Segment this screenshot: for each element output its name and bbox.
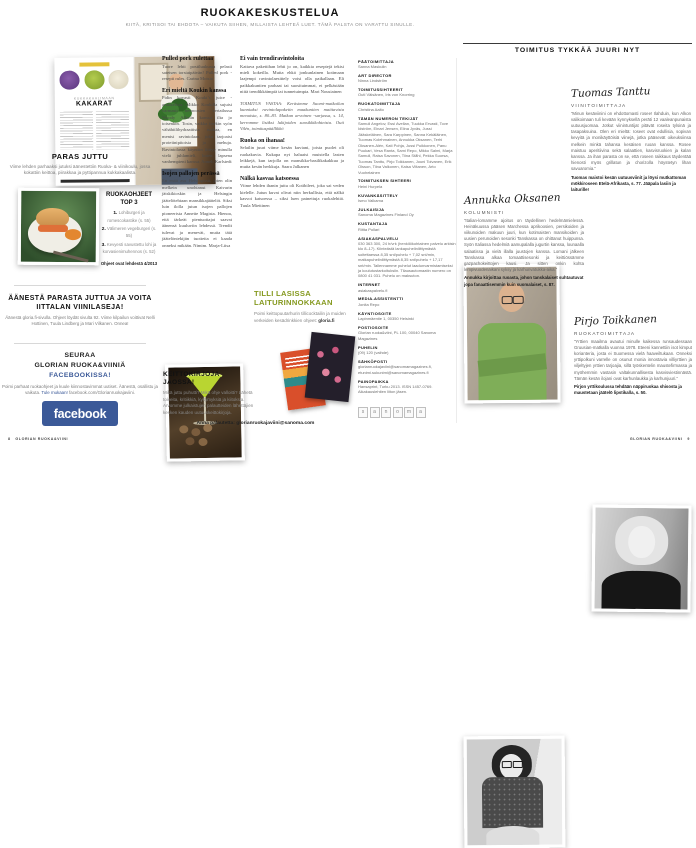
page-gutter-rule bbox=[456, 58, 457, 423]
letter-title: Nälkä kasvaa katsoessa bbox=[240, 175, 299, 182]
letter-title: Ei vain trendiravintoloita bbox=[240, 56, 305, 62]
masthead-label: MEDIA-ASSISTENTTI bbox=[358, 296, 404, 302]
masthead-label: PUHELIN bbox=[358, 344, 378, 350]
masthead-label: TÄMÄN NUMERON TEKIJÄT bbox=[358, 115, 419, 121]
purple-cauliflower-image bbox=[59, 70, 79, 89]
masthead-value: asiakaspalvelu.fi bbox=[358, 287, 388, 293]
masthead-value: Ninna Lindström bbox=[358, 78, 388, 84]
masthead-value: 030 363 300, 24 h/vrk (henkilökohtainen palvelu arkisin klo 8–17). Kiinteästä lankapuhelinliittymästä soitettaessa 8,35 snt/puhelu + 7,02 snt/min, matkapuhelinliittymästä 8,35 snt/puhelu + 17,17 snt/min. Tallennamme puhelut laadunvarmistamiseksi ja koulutustarkoituksiin. Tilausautomaatin numero on 0800 41 031. Puhelu on maksuton. bbox=[358, 240, 456, 279]
editor-signature: Annukka Oksanen bbox=[463, 191, 561, 207]
masthead-value: glorianruokajaviini@sanomamagazines.fi, etunimi.sukunimi@sanomamagazines.fi bbox=[358, 364, 432, 375]
top3-text: Välimeren vegeburgeri (s. 55) bbox=[107, 225, 157, 239]
top3-text: Kevyesti savustettu lohi ja korvasienimuhennos (s. 52) bbox=[102, 241, 157, 255]
romanesco-image bbox=[84, 70, 104, 89]
top3-note: Ohjeet ovat lehdestä 4/2013 bbox=[100, 260, 158, 266]
vote-title: ÄÄNESTÄ PARASTA JUTTUA JA VOITA IITTALAN VIINILASEJA! bbox=[8, 295, 152, 312]
masthead-value: Sanoma Magazines Finland Oy bbox=[358, 212, 414, 218]
top3-rank: 1. bbox=[113, 211, 118, 217]
potatoes bbox=[179, 425, 188, 433]
masthead-label: TOIMITUSSIHTEERIT bbox=[358, 87, 404, 93]
text-placeholder bbox=[96, 111, 129, 149]
editor-signature: Pirjo Toikkanen bbox=[573, 313, 658, 328]
editor-quote: ”Minun kesäviinini on ehdottomasti rosee! Ilahduin, kun Alkon valikoimaan tuli kevään kynnyksellä peräti 12 vaaleanpunaista uutuusjuomaa. Jotkut viinintuntijat pitävät roseita tylsinä ja tasapaksuina. Olen eri mieltä: roseet ovat edullisia, sopivan kevyitä ja monikäyttöisiä viinejä, jotka pääsevät oikeuksiinsa melkein minkä tahansa kesäisen ruoan kanssa. Rosee maistuu aperitiivina sekä salaattien, kasvisruokien ja kalan kanssa. Ja ihan parasta on se, että roseen raikkaus täydentää hienosti myös grillatun ja chorizolla höystetyn lihan savuaromia.” bbox=[571, 110, 691, 172]
best-story-title: PARAS JUTTU bbox=[51, 152, 109, 161]
sanoma-letter: a bbox=[416, 407, 426, 418]
editor-note: Pirjon yrttikoulussa tehdään näppiruokaa shisosta ja maustetaan jäätelö lipstikalla, s. 50. bbox=[574, 384, 682, 396]
masthead-value: Sanna Maskulin bbox=[358, 63, 387, 69]
tilli-section bbox=[254, 289, 348, 324]
preview-text-columns bbox=[60, 111, 129, 150]
masthead-value: (09) 120 (vaihde) bbox=[358, 350, 389, 356]
editor-quote: ”Italian-lomamme ajoitus on täydellinen hedelmämielessä. Heinäkuussa pääsen Marchessa aprikoosien, persikoiden ja viikunoiden makuun juuri, kun kotimaisten mansikoiden ja uusien perunoiden sesonki Tanskassa on ohittanut huippunsa. Syön Italiassa hedelmiä aamupalalla jugurtin kanssa, lounaalla salaatissa ja vielä illalla juustojen kanssa. Lomani jälkeen Tanskassa alkaa tomaattisesonki ja keittiössämme gazpachokeittojen kausi. Ja sitten onkin kohta lempivuodenaikani syksy ja karhunvatukka-aika.” bbox=[464, 217, 584, 273]
facebook-line1: SEURAA bbox=[64, 352, 96, 359]
glasses bbox=[513, 296, 524, 304]
masthead-label: KUVANKÄSITTELY bbox=[358, 192, 398, 198]
letter-body: Tuore lehti postiluukussa pelasti sateisen torstaipäivän! Pulled pork -resepti rules. Carina Moisio bbox=[162, 63, 232, 82]
masthead-label: SÄHKÖPOSTI bbox=[358, 358, 388, 364]
glasses bbox=[502, 761, 512, 768]
sanoma-logo bbox=[358, 407, 456, 418]
person-arms bbox=[486, 826, 539, 845]
editor-role: RUOKATOIMITTAJA bbox=[574, 330, 636, 336]
top3-item bbox=[100, 210, 158, 223]
editor-role: VIINITOIMITTAJA bbox=[571, 102, 627, 108]
vote-body: Äänestä gloria.fi-sivulla. Ohjeet löydät sivulta 92. Viime kilpailun voittivat Nelli Hottinen, Tuula Lindberg ja Mari Vilkanen. Onnea! bbox=[5, 314, 155, 327]
editor-card-tuomas bbox=[570, 85, 691, 193]
preview-tag bbox=[79, 62, 109, 66]
letter-title: Eri mieltä Koukin kanssa bbox=[162, 87, 227, 94]
masthead-value: Glorian ruoka&viini, PL 100, 00040 Sanoma Magazines bbox=[358, 330, 436, 341]
facebook-body bbox=[2, 384, 158, 397]
text-placeholder bbox=[60, 111, 93, 149]
top3-title: RUOKAOHJEET TOP 3 bbox=[105, 192, 152, 206]
top3-rank: 3. bbox=[101, 242, 106, 248]
pirjo-photo bbox=[464, 736, 566, 848]
divider bbox=[14, 285, 146, 286]
letters-column-2 bbox=[240, 56, 344, 214]
masthead-value: Jonita Repo bbox=[358, 301, 380, 307]
masthead-label: POSTIOSOITE bbox=[358, 325, 389, 331]
glasses bbox=[512, 761, 522, 768]
letter-title: Isojen pallojen perässä bbox=[162, 170, 220, 177]
best-story-body: Viime lehden parhaaksi jutuksi äänestettiin Ruoka- & viinikoulu, jossa kokattiin keittoa, piirakkaa ja pyttipannua kukkakaalista. bbox=[9, 163, 151, 176]
fork bbox=[52, 251, 88, 263]
editor-card-pirjo bbox=[573, 313, 692, 396]
best-story-section bbox=[2, 152, 158, 177]
masthead-label: RUOKATOIMITTAJA bbox=[358, 101, 401, 107]
masthead-value: Outi Väisänen, Iris von Knorring bbox=[358, 92, 415, 98]
carrot-slaw bbox=[64, 229, 81, 240]
letter-body: Pidin kovasti Kouki’s juice -artikkelista. Mikko Koukilla sujuisi varmasti neuroosien vertailussa Woody Allenin kanssa ilta jo toisenkin. Tosin, vaikka itsekin syön vähähiilihydraattista ruokaa, en menisi ravintolaan, joka tarjoaisi proteiinipitoisia ja mehuja. Ravintolassa käyntiin liittyy minulla vielä juhlamieli, kuten lapsena vanhempieni kanssa. Anneli Karlstedt bbox=[162, 95, 232, 165]
cover-decoration bbox=[309, 336, 351, 397]
masthead-label: TOIMITUKSEN SIHTEERI bbox=[358, 178, 412, 184]
editors-section-title: TOIMITUS TYKKÄÄ JUURI NYT bbox=[514, 47, 641, 54]
facebook-body-text: Poimi parhaat ruokaohjeet ja kuule kiinnostavimmat uutiset. Äänestä, osallistu ja vaikuta. bbox=[2, 383, 158, 395]
masthead-value: Hansaprint, Turku 2013. ISSN 1457-0769. Aikakauslehtien liiton jäsen. bbox=[358, 384, 433, 395]
reader-letter bbox=[162, 88, 232, 166]
masthead-value: Heini Hurpela bbox=[358, 183, 383, 189]
facebook-join-link: Tule mukaan! bbox=[41, 389, 68, 395]
cookbooks-section bbox=[163, 371, 278, 417]
vote-section bbox=[2, 294, 158, 327]
top3-item bbox=[100, 242, 158, 255]
sanoma-letter: s bbox=[358, 407, 368, 418]
patterned-top bbox=[482, 777, 543, 828]
top3-text: Lohiburgeri ja romescokastike (s. 55) bbox=[107, 210, 151, 223]
page-header bbox=[70, 7, 470, 27]
cookbook-cover-2 bbox=[305, 332, 356, 402]
letter-title: Ruoka on ihanaa! bbox=[240, 137, 285, 144]
facebook-logo-text: facebook bbox=[53, 406, 107, 421]
masthead-value: Riitta Pollari bbox=[358, 226, 380, 232]
masthead bbox=[358, 55, 456, 418]
tilli-body bbox=[254, 311, 348, 325]
editor-signature: Tuomas Tanttu bbox=[570, 85, 651, 100]
reader-letter bbox=[162, 56, 232, 83]
cookbooks-title: KEITTOKIRJOJA JAOSSA! bbox=[163, 371, 220, 387]
facebook-url: facebook.com/Glorianruokajaviini. bbox=[69, 389, 135, 395]
editor-note: Annukka kirjoittaa ruoasta, johon tanskalaiset suhtautuvat jopa fanaattisemmin kuin suomalaiset, s. 87. bbox=[464, 275, 584, 287]
cookbook-covers bbox=[284, 334, 354, 424]
burger-photo bbox=[18, 188, 100, 266]
letter-title: Pulled pork rulettaa bbox=[162, 56, 214, 62]
gloria-fi-link: gloria.fi bbox=[318, 317, 335, 323]
burger-filling bbox=[37, 225, 67, 232]
divider bbox=[14, 343, 146, 344]
feedback-address: Anna palautetta: glorianruokajaviini@sanoma.com bbox=[196, 421, 315, 426]
tilli-body-text: Poimi keittopuutarhurin tillicocktailin ja muiden verkeiden kesädrinkkien ohjeet: bbox=[254, 310, 346, 323]
sanoma-letter: a bbox=[370, 407, 380, 418]
letter-body: En enää asu Helsingissä, joten olin melkein unohtanut Kaivarin jätskikioskin ja Helsingin jäätelötehtaan mansikkajäätelöt. Siksi luin ilolla jutun isojen pallojen pioneerista Annette Magista. Hienoa, että tärkeät pientuottajat saavat äänensä kuuluviin lehdessä. Trendit tulevat ja menevät, mutta tätä jäätelöntekijän tuotteita ei kaada onneksi mikään. Nimim. Marja-Liisa bbox=[162, 178, 232, 248]
editor-note: Tuomas maistoi kesän uutuusviinit ja löysi mutkattoman mökkiroseen Etelä-Afrikasta, s. 77. Jääpala lasiin ja laiturille! bbox=[571, 174, 687, 193]
page-number-right: GLORIAN RUOKA&VIINI 9 bbox=[629, 437, 690, 441]
letters-column-1 bbox=[162, 56, 232, 254]
page-subtitle: KIITÄ, KRITISOI TAI EHDOTA – VAIKUTA SIIHEN, MILLAISTA LEHTEÄ LUET. TÄMÄ PALSTA ON VARATTU SINULLE. bbox=[125, 21, 415, 27]
editor-reply: TOIMITUS VASTAA: Keräsimme Suomi-matkailun kunniaksi ravintolapaketin maakuntien maittavista menuista, s. 80–83. Matkan arvoinen -sarjassa, s. 14, kerromme lisäksi lukijoiden suosikkikohteista. Outi Vilén, toimituspäällikkö bbox=[240, 100, 344, 132]
reader-letter bbox=[240, 138, 344, 171]
masthead-label: ASIAKASPALVELU bbox=[358, 235, 399, 241]
masthead-label: PÄÄTOIMITTAJA bbox=[358, 58, 394, 64]
sanoma-letter: o bbox=[393, 407, 403, 418]
preview-headline: KAKARAT bbox=[75, 99, 113, 108]
preview-bottom-bar bbox=[61, 179, 130, 183]
editor-quote: ”Yrttien maailma avautui minulle kaikessa runsaudessaan Gruusian-matkalla vuonna 1978. Eteeni kannettiin isot kimput korianteria, josta ei Suomessa vielä haaveiltukaan. Onneksi yrttipolkuni varrelle on osunut monia innostavia villiyrttien ja viljeltyjen yrttien tarjoajia, sillä työskentelin maustefirmassa ja myöhemmin vastasin valtakunnallisesta kasvisviestinnästä. Tämän kesän ilojani ovat karhunlaukka ja karhunjuuri.” bbox=[574, 338, 692, 381]
top3-item bbox=[100, 226, 158, 239]
reader-letter bbox=[240, 56, 344, 133]
annukka-photo bbox=[591, 504, 691, 612]
masthead-value: Lapinmäentie 1, 00350 Helsinki bbox=[358, 316, 414, 322]
editor-card-annukka bbox=[463, 191, 584, 288]
top3-rank: 2. bbox=[101, 226, 106, 232]
page-number-left: 8 GLORIAN RUOKA&VIINI bbox=[8, 437, 69, 441]
masthead-label: JULKAISIJA bbox=[358, 206, 385, 212]
masthead-value: Christina Aalto bbox=[358, 106, 384, 112]
cauliflower-photos bbox=[59, 70, 128, 90]
masthead-value: Ismo Valkama bbox=[358, 198, 384, 204]
masthead-label: PAINOPAIKKA bbox=[358, 378, 389, 384]
letter-body: Selailin juuri viime kesän kuviani, joista puolet oli ruokakuvia. Kukapa nyt haluaisi muistella lasten leikkejä, kun tarjolla on mansikka-basilikakakkua ja muita kesän herkkuja. Saara Jalkanen bbox=[240, 145, 344, 170]
sanoma-letter: m bbox=[404, 407, 414, 418]
masthead-label: ART DIRECTOR bbox=[358, 72, 392, 78]
facebook-logo bbox=[42, 401, 118, 426]
reader-letter bbox=[240, 176, 344, 209]
recipes-top3 bbox=[100, 192, 158, 267]
white-cauliflower-image bbox=[108, 70, 128, 89]
facebook-line2: GLORIAN RUOKA&VIINIÄ bbox=[34, 362, 126, 370]
tilli-title: TILLI LASISSA LAITURINNOKKAAN bbox=[254, 289, 333, 308]
masthead-label: KÄYNTIOSOITE bbox=[358, 310, 392, 316]
person-face bbox=[628, 526, 654, 559]
editor-role: KOLUMNISTI bbox=[464, 209, 505, 215]
dark-top bbox=[602, 570, 681, 609]
facebook-line3: FACEBOOKISSA! bbox=[49, 372, 111, 380]
letter-body: Viime lehden ihanin juttu oli Kotibileet, joka sai veden kielelle. Jutun kuvat olivat niin herkullisia, että nälkä kasvoi katsoessa – siksi luen painettuja ruokalehtiä. Tuula Miettinen bbox=[240, 183, 344, 208]
sanoma-letter: n bbox=[381, 407, 391, 418]
facebook-section bbox=[2, 351, 158, 426]
letter-body: Kattava pakettihan lehti jo on, kaikkia reseptejä tekisi mieli kokeilla. Mutta ehkä jonkunlainen kotimaan laajempi ravintolaesittely voisi olla paikallaan. Eli paikkakuntien parhaat tai suosituimmat, ei pelkästään niitä trendikkäimpiä tai tunnetuimpia. Mari Nousiainen bbox=[240, 63, 344, 95]
cookbooks-body: Mikä juttu puhutti? Mikä ohje valloitti? Lähetä toiveita, kritiikkiä, kysymyksiä ja kiitoksia. Arvomme julkaistujen palautteiden lähettäjien kesken kauden uutuuskeittokirjoja. bbox=[163, 389, 254, 416]
preview-kicker: KUKKAKAALIMAAN bbox=[73, 95, 115, 101]
section-rule bbox=[463, 43, 692, 44]
glasses bbox=[502, 296, 513, 304]
reader-letter bbox=[162, 171, 232, 249]
page-title: RUOKAKESKUSTELUA bbox=[200, 7, 340, 19]
masthead-value: Samuli Angelov, Essi Avellan, Tuukka Ervasti, Tove Idström, Einari Jensen, Elina Jyväs, Jussi Jääskeläinen, Sara Karppinen, Sanna Kekäläinen, Tuomas Kolehmainen, Annukka Oksanen, Terhi Oksanen-Alén, Kati Pohja, Jussi Puikkonen, Panu Puukari, Vesa Ranta, Sami Repo, Mikko Salmi, Marja Samuli, Raisa Savonen, Tiina Ståhl, Pekka Suorsa, Tuomas Tanttu, Pirjo Toikkanen, Jouni Toivanen, Erik Olsson, Tiina Valkonen, Kaisa Viitanen, Arto Vuohelainen bbox=[358, 121, 453, 175]
masthead-label: INTERNET bbox=[358, 282, 381, 288]
masthead-label: KUSTANTAJA bbox=[358, 221, 388, 227]
